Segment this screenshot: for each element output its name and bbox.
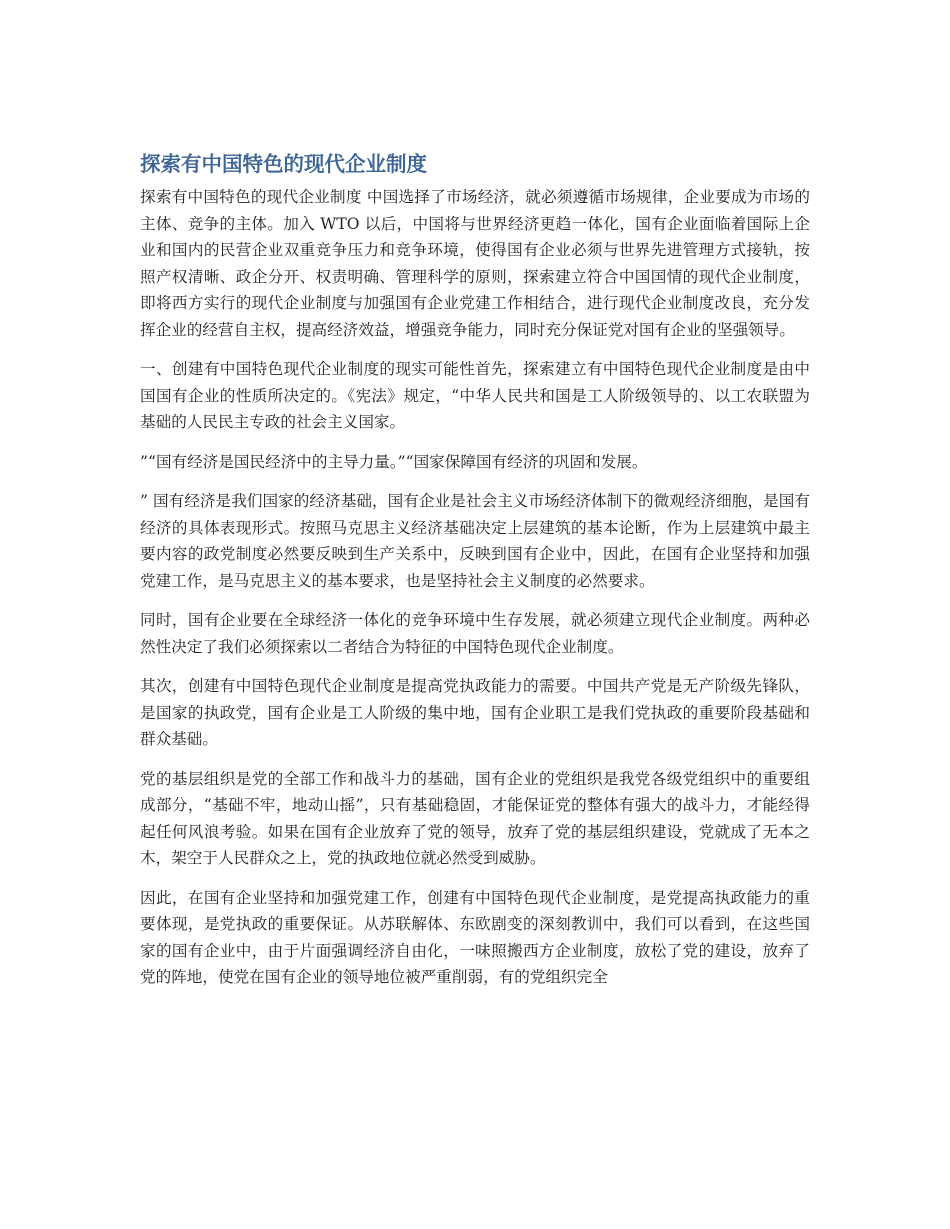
document-title: 探索有中国特色的现代企业制度 [140,152,427,176]
document-page [140,148,810,1004]
paragraph-grassroots: 党的基层组织是党的全部工作和战斗力的基础，国有企业的党组织是我党各级党组织中的重要组成部分，“基础不牢，地动山摇”，只有基础稳固，才能保证党的整体有强大的战斗力，才能经得起任何风浪考验。如果在国有企业放弃了党的领导，放弃了党的基层组织建设，党就成了无本之木，架空于人民群众之上，党的执政地位就必然受到威胁。 [140,769,810,867]
paragraph-secondly: 其次，创建有中国特色现代企业制度是提高党执政能力的需要。中国共产党是无产阶级先锋队，是国家的执政党，国有企业是工人阶级的集中地，国有企业职工是我们党执政的重要阶段基础和群众基础。 [140,677,810,748]
paragraph-constitution-quote: ”“国有经济是国民经济中的主导力量。”“国家保障国有经济的巩固和发展。 [140,452,648,471]
paragraph-section-one: 一、创建有中国特色现代企业制度的现实可能性首先，探索建立有中国特色现代企业制度是由中国国有企业的性质所决定的。《宪法》规定，“中华人民共和国是工人阶级领导的、以工农联盟为基础的人民民主专政的社会主义国家。 [140,360,810,431]
paragraph-economic-base: ” 国有经济是我们国家的经济基础，国有企业是社会主义市场经济体制下的微观经济细胞，是国有经济的具体表现形式。按照马克思主义经济基础决定上层建筑的基本论断，作为上层建筑中最主要内容的政党制度必然要反映到生产关系中，反映到国有企业中，因此，在国有企业坚持和加强党建工作，是马克思主义的基本要求，也是坚持社会主义制度的必然要求。 [140,492,810,590]
paragraph-meanwhile: 同时，国有企业要在全球经济一体化的竞争环境中生存发展，就必须建立现代企业制度。两种必然性决定了我们必须探索以二者结合为特征的中国特色现代企业制度。 [140,611,810,656]
paragraph-intro: 探索有中国特色的现代企业制度 中国选择了市场经济，就必须遵循市场规律，企业要成为市场的主体、竞争的主体。加入 WTO 以后，中国将与世界经济更趋一体化，国有企业面临着国际上企业和国内的民营企业双重竞争压力和竞争环境，使得国有企业必须与世界先进管理方式接轨，按照产权清晰、政企分开、权责明确、管理科学的原则，探索建立符合中国国情的现代企业制度，即将西方实行的现代企业制度与加强国有企业党建工作相结合，进行现代企业制度改良，充分发挥企业的经营自主权，提高经济效益，增强竞争能力，同时充分保证党对国有企业的坚强领导。 [140,188,810,339]
paragraph-therefore: 因此，在国有企业坚持和加强党建工作，创建有中国特色现代企业制度，是党提高执政能力的重要体现，是党执政的重要保证。从苏联解体、东欧剧变的深刻教训中，我们可以看到，在这些国家的国有企业中，由于片面强调经济自由化，一味照搬西方企业制度，放松了党的建设，放弃了党的阵地，使党在国有企业的领导地位被严重削弱，有的党组织完全 [140,888,810,986]
